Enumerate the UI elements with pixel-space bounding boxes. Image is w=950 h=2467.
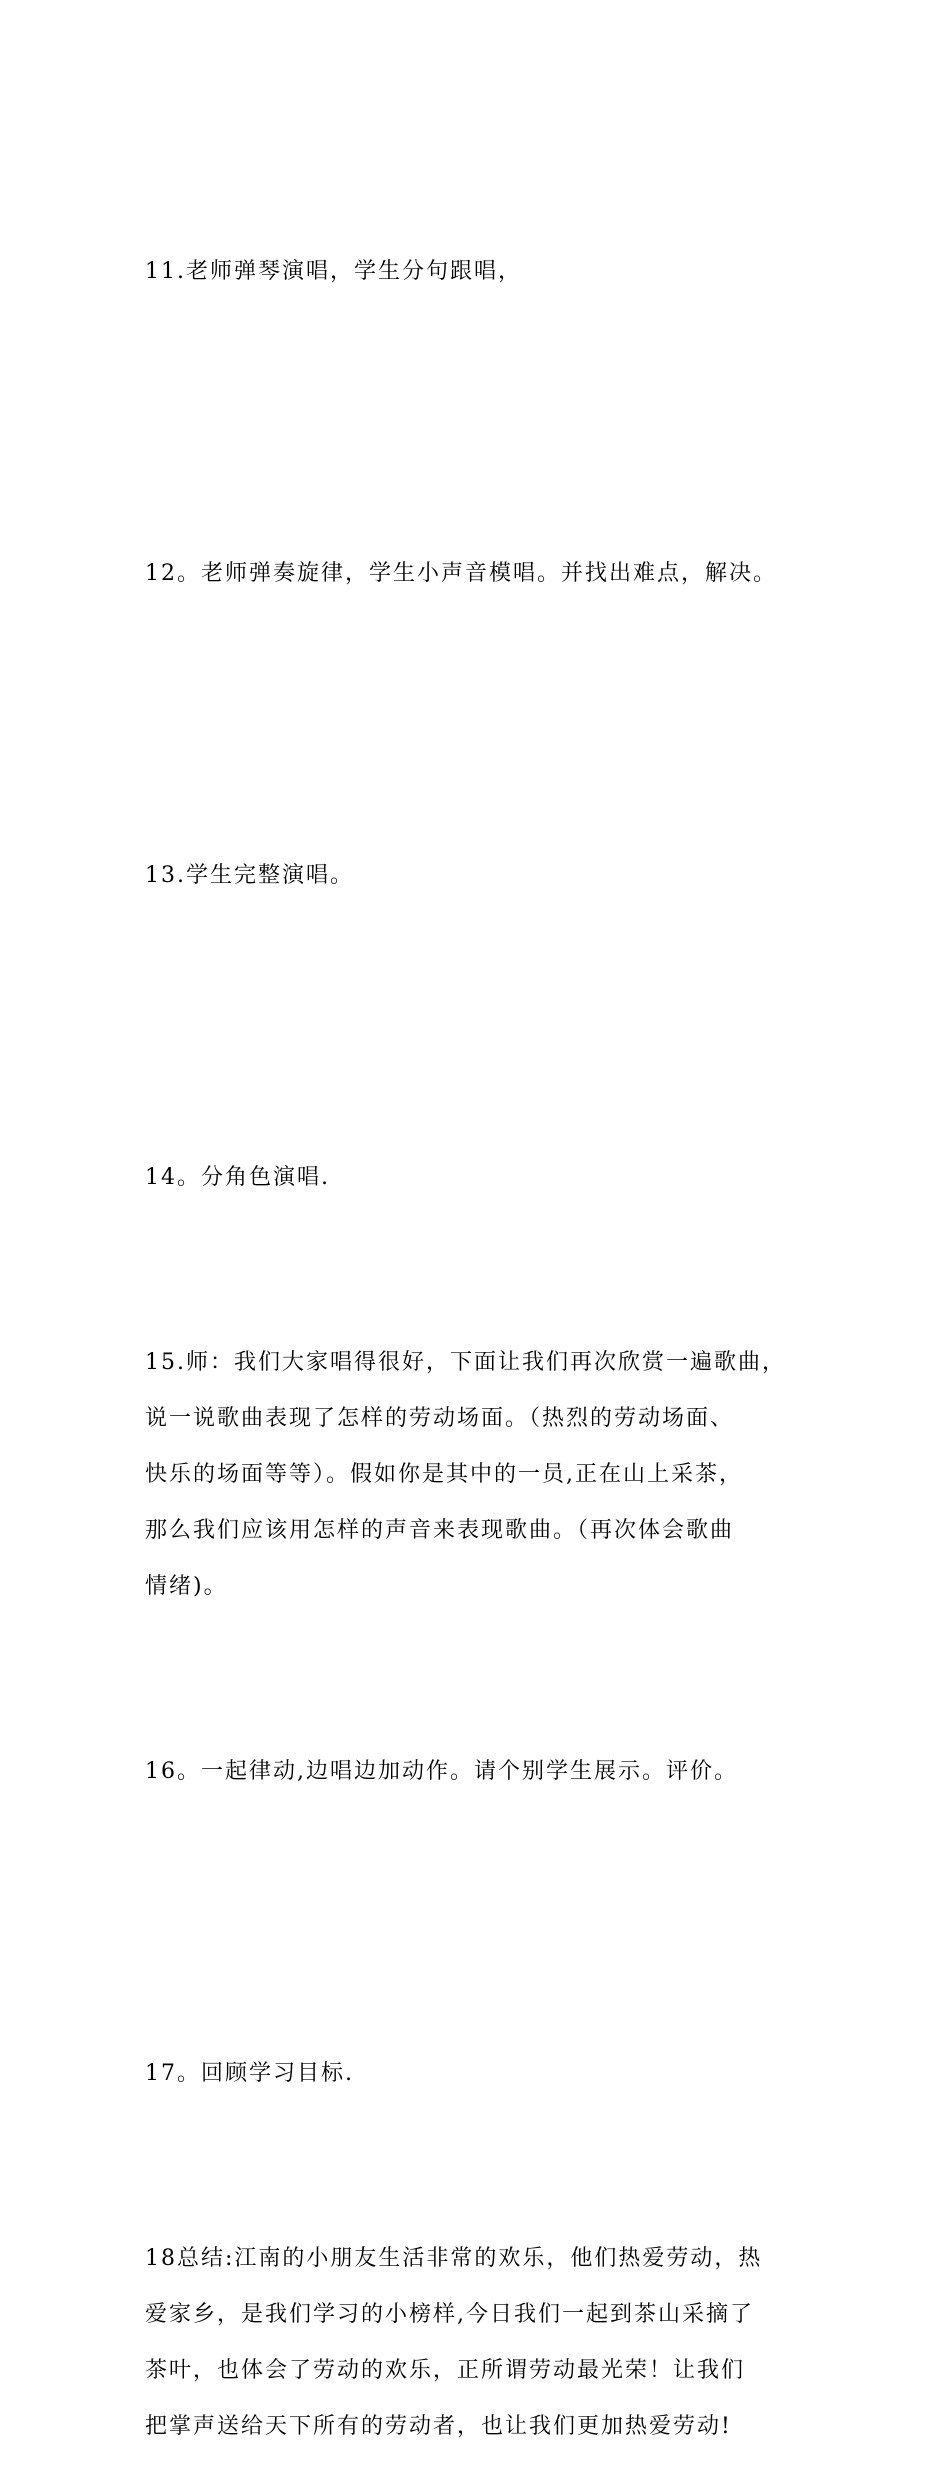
paragraph-line: 15.师：我们大家唱得很好，下面让我们再次欣赏一遍歌曲， — [145, 1350, 786, 1375]
paragraph-line: 爱家乡，是我们学习的小榜样,今日我们一起到茶山采摘了 — [145, 2302, 754, 2327]
paragraph-line: 说一说歌曲表现了怎样的劳动场面。（热烈的劳动场面、 — [145, 1406, 735, 1431]
paragraph-line: 18总结:江南的小朋友生活非常的欢乐，他们热爱劳动，热 — [145, 2246, 763, 2271]
paragraph-line: 17。回顾学习目标. — [145, 2061, 354, 2086]
paragraph-line: 把掌声送给天下所有的劳动者，也让我们更加热爱劳动! — [145, 2414, 732, 2439]
paragraph-line: 情绪)。 — [145, 1574, 228, 1599]
paragraph-line: 那么我们应该用怎样的声音来表现歌曲。（再次体会歌曲 — [145, 1518, 735, 1543]
paragraph-line: 11.老师弹琴演唱，学生分句跟唱， — [145, 259, 522, 284]
document-body — [145, 127, 835, 2467]
paragraph-step-13 — [145, 731, 835, 1021]
paragraph-step-14 — [145, 1033, 835, 1323]
paragraph-line: 12。老师弹奏旋律，学生小声音模唱。并找出难点，解决。 — [145, 561, 777, 586]
paragraph-line: 14。分角色演唱. — [145, 1165, 330, 1190]
paragraph-line: 13.学生完整演唱。 — [145, 863, 354, 888]
paragraph-step-12 — [145, 429, 835, 719]
paragraph-line: 快乐的场面等等）。假如你是其中的一员,正在山上采茶， — [145, 1462, 743, 1487]
paragraph-step-15 — [145, 1335, 835, 1615]
paragraph-step-16 — [145, 1627, 835, 1917]
paragraph-step-18-summary — [145, 2231, 835, 2455]
paragraph-step-17 — [145, 1929, 835, 2219]
paragraph-step-11 — [145, 127, 835, 417]
paragraph-line: 茶叶，也体会了劳动的欢乐，正所谓劳动最光荣！让我们 — [145, 2358, 746, 2383]
paragraph-line: 16。一起律动,边唱边加动作。请个别学生展示。评价。 — [145, 1759, 738, 1784]
